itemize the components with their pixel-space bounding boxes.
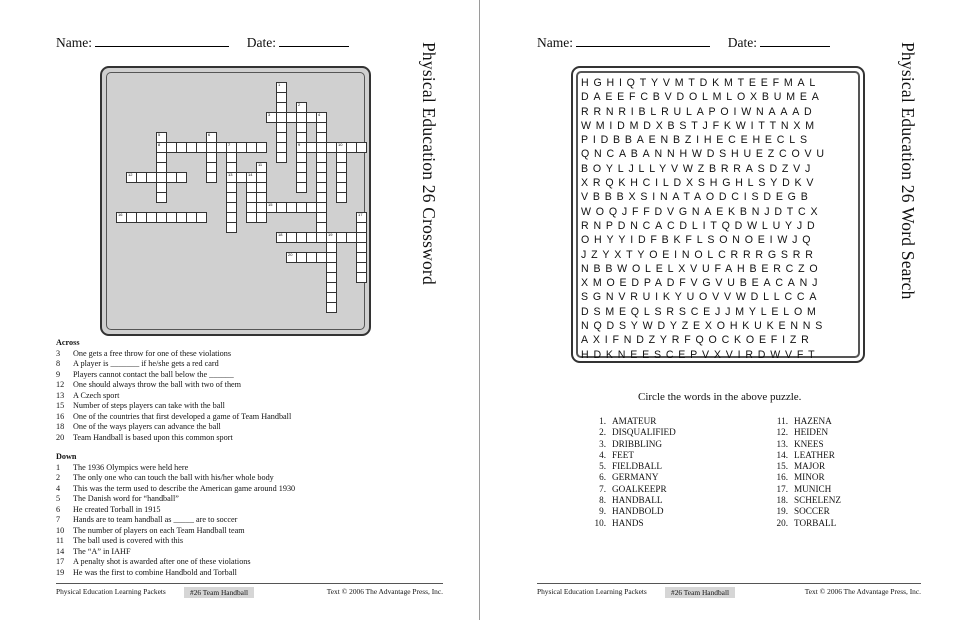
wordsearch-row: PIDBBAENBZIHECEHECLS [581, 134, 812, 147]
clue-text: A Czech sport [73, 390, 120, 400]
word-list-item [768, 461, 841, 472]
word-list-item [586, 495, 676, 506]
across-clue [56, 401, 291, 412]
down-clue [56, 557, 295, 568]
down-clues [56, 452, 295, 578]
crossword-cell-number: 8 [158, 142, 161, 147]
clue-text: He was the first to combine Handbold and Torball [73, 567, 237, 577]
clue-number: 15 [56, 401, 65, 410]
word-number: 16. [776, 472, 788, 483]
wordsearch-title: Physical Education 26 Word Search [898, 42, 918, 300]
date-label: Date: [727, 35, 757, 50]
wordsearch-row: HGHIQTYVMTDKMTEEFMAL [581, 77, 821, 89]
across-clue [56, 370, 291, 381]
word-number: 9. [599, 506, 606, 517]
wordsearch-row: SGNVRUIKYUOVVWDLLCCA [581, 291, 822, 304]
word-text: MINOR [794, 472, 825, 483]
word-list-item [768, 472, 841, 483]
word-text: SOCCER [794, 506, 830, 517]
clue-number: 14 [56, 546, 65, 556]
name-label: Name: [56, 35, 92, 50]
footer-copyright: Text © 2006 The Advantage Press, Inc. [804, 587, 921, 596]
crossword-cell-number: 6 [208, 132, 211, 137]
word-list-item [768, 506, 841, 517]
word-number: 3. [599, 438, 606, 449]
crossword-cell[interactable] [346, 232, 357, 243]
crossword-cell[interactable] [216, 142, 227, 153]
crossword-cell[interactable] [146, 172, 157, 183]
clue-text: The number of players on each Team Handball team [73, 525, 245, 535]
crossword-cell-number: 18 [278, 232, 283, 237]
clue-number: 10 [56, 525, 65, 535]
wordsearch-puzzle [571, 66, 865, 363]
word-number: 12. [776, 427, 788, 438]
wordsearch-row: NQDSYWDYZEXOHKUKENNS [581, 320, 828, 333]
word-text: GOALKEEPR [612, 483, 667, 494]
name-date-line-right [537, 34, 830, 51]
crossword-cell[interactable] [336, 192, 347, 203]
crossword-cell[interactable] [196, 212, 207, 223]
word-number: 4. [599, 449, 606, 460]
footer-right [537, 583, 921, 599]
down-clue [56, 505, 295, 516]
name-date-line [56, 34, 349, 51]
word-number: 6. [599, 472, 606, 483]
wordsearch-row: JZYXTYOEINOLCRRRGSRR [581, 248, 818, 261]
date-blank[interactable] [760, 34, 830, 47]
word-text: TORBALL [794, 517, 837, 528]
word-text: FIELDBALL [612, 461, 663, 472]
clue-text: The Danish word for “handball” [73, 494, 179, 503]
wordsearch-row: DAEEFCBVDOLMLOXBUMEA [581, 91, 824, 104]
word-list-item [586, 461, 676, 472]
name-label: Name: [537, 35, 573, 50]
crossword-cell-number: 7 [228, 142, 231, 147]
footer-left [56, 583, 443, 599]
crossword-cell[interactable] [306, 202, 317, 213]
word-number: 14. [776, 449, 788, 460]
clue-number: 19 [56, 567, 65, 577]
word-text: MAJOR [794, 461, 826, 472]
word-number: 18. [776, 495, 788, 506]
crossword-cell[interactable] [156, 192, 167, 203]
clue-text: One should always throw the ball with two of them [73, 380, 242, 389]
footer-copyright: Text © 2006 The Advantage Press, Inc. [326, 587, 443, 596]
wordsearch-row: VBBBXSINATAODCISDEGB [581, 191, 813, 204]
wordsearch-row: WOQJFFDVGNAEKBNJDTCX [581, 205, 823, 218]
crossword-cell[interactable] [206, 172, 217, 183]
crossword-cell-number: 3 [268, 112, 271, 117]
clue-number: 5 [56, 494, 61, 503]
crossword-cell[interactable] [356, 272, 367, 283]
down-clue [56, 526, 295, 537]
wordsearch-row: OHYYIDFBKFLSONOEIWJQ [581, 234, 816, 247]
down-clue [56, 515, 295, 526]
across-clue [56, 359, 291, 370]
page-divider [479, 0, 480, 620]
clue-text: This was the term used to describe the American game around 1930 [73, 483, 296, 493]
clue-text: Team Handball is based upon this common sport [73, 432, 233, 442]
date-label: Date: [246, 35, 276, 50]
clue-number: 1 [56, 462, 61, 472]
word-text: FEET [612, 449, 634, 460]
word-text: KNEES [794, 438, 824, 449]
clue-number: 11 [56, 536, 64, 545]
across-clue [56, 412, 291, 423]
clue-number: 8 [56, 359, 61, 368]
word-list-item [768, 439, 841, 450]
crossword-cell[interactable] [326, 302, 337, 313]
clue-number: 7 [56, 515, 61, 524]
down-clue [56, 494, 295, 505]
clue-number: 20 [56, 432, 65, 442]
crossword-cell[interactable] [196, 142, 207, 153]
word-text: HAZENA [794, 416, 832, 426]
crossword-cell[interactable] [246, 212, 257, 223]
across-clue [56, 391, 291, 402]
crossword-cell-number: 5 [158, 132, 161, 137]
wordsearch-instructions: Circle the words in the above puzzle. [638, 391, 802, 403]
word-text: DRIBBLING [612, 438, 663, 449]
wordsearch-row: XRQKHCILDXSHGHLSYDKV [581, 177, 819, 190]
crossword-cell[interactable] [306, 142, 317, 153]
clue-text: A player is _______ if he/she gets a red card [73, 359, 219, 368]
wordsearch-row: RNPDNCACDLITQDWLUYJD [581, 219, 820, 232]
across-list [56, 349, 291, 444]
crossword-cell[interactable] [316, 252, 327, 263]
word-number: 17. [776, 483, 788, 494]
clue-number: 3 [56, 348, 61, 358]
word-text: HANDBOLD [612, 506, 664, 517]
across-clue [56, 422, 291, 433]
wordsearch-row: HDKNEESCEPVXVIRDWVFT [581, 348, 820, 361]
crossword-cell-number: 16 [118, 212, 123, 217]
word-number: 19. [776, 506, 788, 517]
word-list-column-2 [768, 416, 841, 529]
word-number: 11. [776, 416, 788, 426]
word-list-item [586, 484, 676, 495]
word-text: AMATEUR [612, 416, 657, 426]
clue-text: He created Torball in 1915 [73, 504, 161, 514]
word-list-item [586, 427, 676, 438]
clue-number: 9 [56, 369, 61, 379]
crossword-cell-number: 17 [358, 212, 363, 217]
footer-packet: #26 Team Handball [184, 587, 254, 598]
crossword-cell[interactable] [176, 172, 187, 183]
wordsearch-row: BOYLJLLYVWZBRRASDZVJ [581, 162, 816, 175]
crossword-cell-number: 1 [278, 82, 281, 87]
word-list-item [586, 416, 676, 427]
name-blank[interactable] [95, 34, 229, 47]
word-list-item [586, 450, 676, 461]
date-blank[interactable] [279, 34, 349, 47]
clue-number: 18 [56, 422, 65, 431]
word-list-item [586, 518, 676, 529]
crossword-cell[interactable] [286, 112, 297, 123]
word-text: LEATHER [794, 449, 835, 460]
crossword-cell[interactable] [306, 232, 317, 243]
clue-text: Hands are to team handball as _____ are to soccer [73, 515, 238, 524]
word-list-item [768, 518, 841, 529]
across-clue [56, 349, 291, 360]
wordsearch-row: NBBWOLELXVUFAHBERCZO [581, 262, 823, 275]
down-heading: Down [56, 452, 77, 461]
down-clue [56, 536, 295, 547]
clue-text: The 1936 Olympics were held here [73, 462, 189, 472]
word-list-item [586, 439, 676, 450]
clue-number: 2 [56, 473, 61, 482]
down-clue [56, 463, 295, 474]
word-number: 5. [599, 461, 606, 472]
word-number: 7. [599, 483, 606, 494]
crossword-grid [102, 68, 369, 334]
crossword-cell[interactable] [266, 112, 277, 123]
clue-text: Number of steps players can take with the ball [73, 401, 225, 410]
word-text: MUNICH [794, 483, 832, 494]
crossword-cell[interactable] [276, 152, 287, 163]
crossword-cell-number: 15 [268, 202, 273, 207]
crossword-title: Physical Education 26 Crossword [419, 42, 439, 285]
word-text: DISQUALIFIED [612, 427, 676, 438]
crossword-cell-number: 4 [318, 112, 321, 117]
crossword-cell-number: 14 [248, 172, 253, 177]
crossword-cell[interactable] [226, 222, 237, 233]
crossword-puzzle [100, 66, 371, 336]
clue-text: One gets a free throw for one of these violations [73, 348, 232, 358]
across-clue [56, 433, 291, 444]
footer-packet: #26 Team Handball [665, 587, 735, 598]
down-clue [56, 568, 295, 579]
crossword-cell[interactable] [356, 142, 367, 153]
down-list [56, 463, 295, 579]
crossword-cell[interactable] [296, 182, 307, 193]
footer-series: Physical Education Learning Packets [56, 587, 166, 596]
wordsearch-row: QNCABANNHWDSHUEZCOVU [581, 148, 829, 161]
down-clue [56, 547, 295, 558]
wordsearch-row: RRNRIBLRULAPOIWNAAAD [581, 105, 817, 118]
crossword-cell-number: 11 [258, 162, 263, 167]
clue-text: A penalty shot is awarded after one of these violations [73, 557, 251, 566]
crossword-cell-number: 13 [228, 172, 233, 177]
clue-text: The “A” in IAHF [73, 546, 131, 556]
word-list-item [768, 495, 841, 506]
word-number: 13. [776, 438, 788, 449]
word-list-item [768, 416, 841, 427]
word-text: GERMANY [612, 472, 659, 483]
crossword-cell-number: 20 [288, 252, 293, 257]
word-number: 8. [599, 495, 606, 506]
crossword-cell-number: 10 [338, 142, 343, 147]
word-number: 1. [599, 416, 606, 426]
word-number: 2. [599, 427, 606, 438]
crossword-cell-number: 9 [298, 142, 301, 147]
word-number: 20. [776, 517, 788, 528]
word-list-item [586, 472, 676, 483]
clue-text: The ball used is covered with this [73, 536, 184, 545]
clue-text: One of the ways players can advance the ball [73, 422, 221, 431]
word-number: 15. [776, 461, 788, 472]
word-list-item [586, 506, 676, 517]
crossword-cell[interactable] [256, 212, 267, 223]
crossword-cell-number: 19 [328, 232, 333, 237]
wordsearch-row: AXIFNDZYRFQOCKOEFIZR [581, 334, 814, 347]
wordsearch-row: WMIDMDXBSTJFKWITTNXM [581, 119, 819, 132]
crossword-cell[interactable] [256, 142, 267, 153]
clue-number: 13 [56, 390, 65, 400]
word-list-item [768, 427, 841, 438]
across-heading: Across [56, 338, 80, 347]
word-text: HEIDEN [794, 427, 829, 438]
wordsearch-row: DSMEQLSRSCEJJMYLELOM [581, 305, 821, 318]
clue-text: Players cannot contact the ball below the ______ [73, 369, 234, 379]
wordsearch-grid [581, 76, 829, 362]
clue-number: 17 [56, 557, 65, 566]
word-text: HANDBALL [612, 495, 663, 506]
word-list-item [768, 450, 841, 461]
down-clue [56, 473, 295, 484]
wordsearch-row: XMOEDPADFVGVUBEACANJ [581, 277, 823, 290]
clue-number: 12 [56, 380, 65, 389]
clue-number: 4 [56, 483, 61, 493]
clue-text: One of the countries that first developed a game of Team Handball [73, 411, 292, 421]
word-number: 10. [594, 517, 606, 528]
word-list-column-1 [586, 416, 676, 529]
footer-series: Physical Education Learning Packets [537, 587, 647, 596]
down-clue [56, 484, 295, 495]
name-blank[interactable] [576, 34, 710, 47]
word-text: SCHELENZ [794, 495, 841, 506]
across-clues [56, 338, 291, 443]
across-clue [56, 380, 291, 391]
clue-text: The only one who can touch the ball with his/her whole body [73, 473, 274, 482]
word-text: HANDS [612, 517, 644, 528]
crossword-cell-number: 12 [128, 172, 133, 177]
crossword-cell-number: 2 [298, 102, 301, 107]
clue-number: 6 [56, 504, 61, 514]
clue-number: 16 [56, 411, 65, 421]
word-list-item [768, 484, 841, 495]
